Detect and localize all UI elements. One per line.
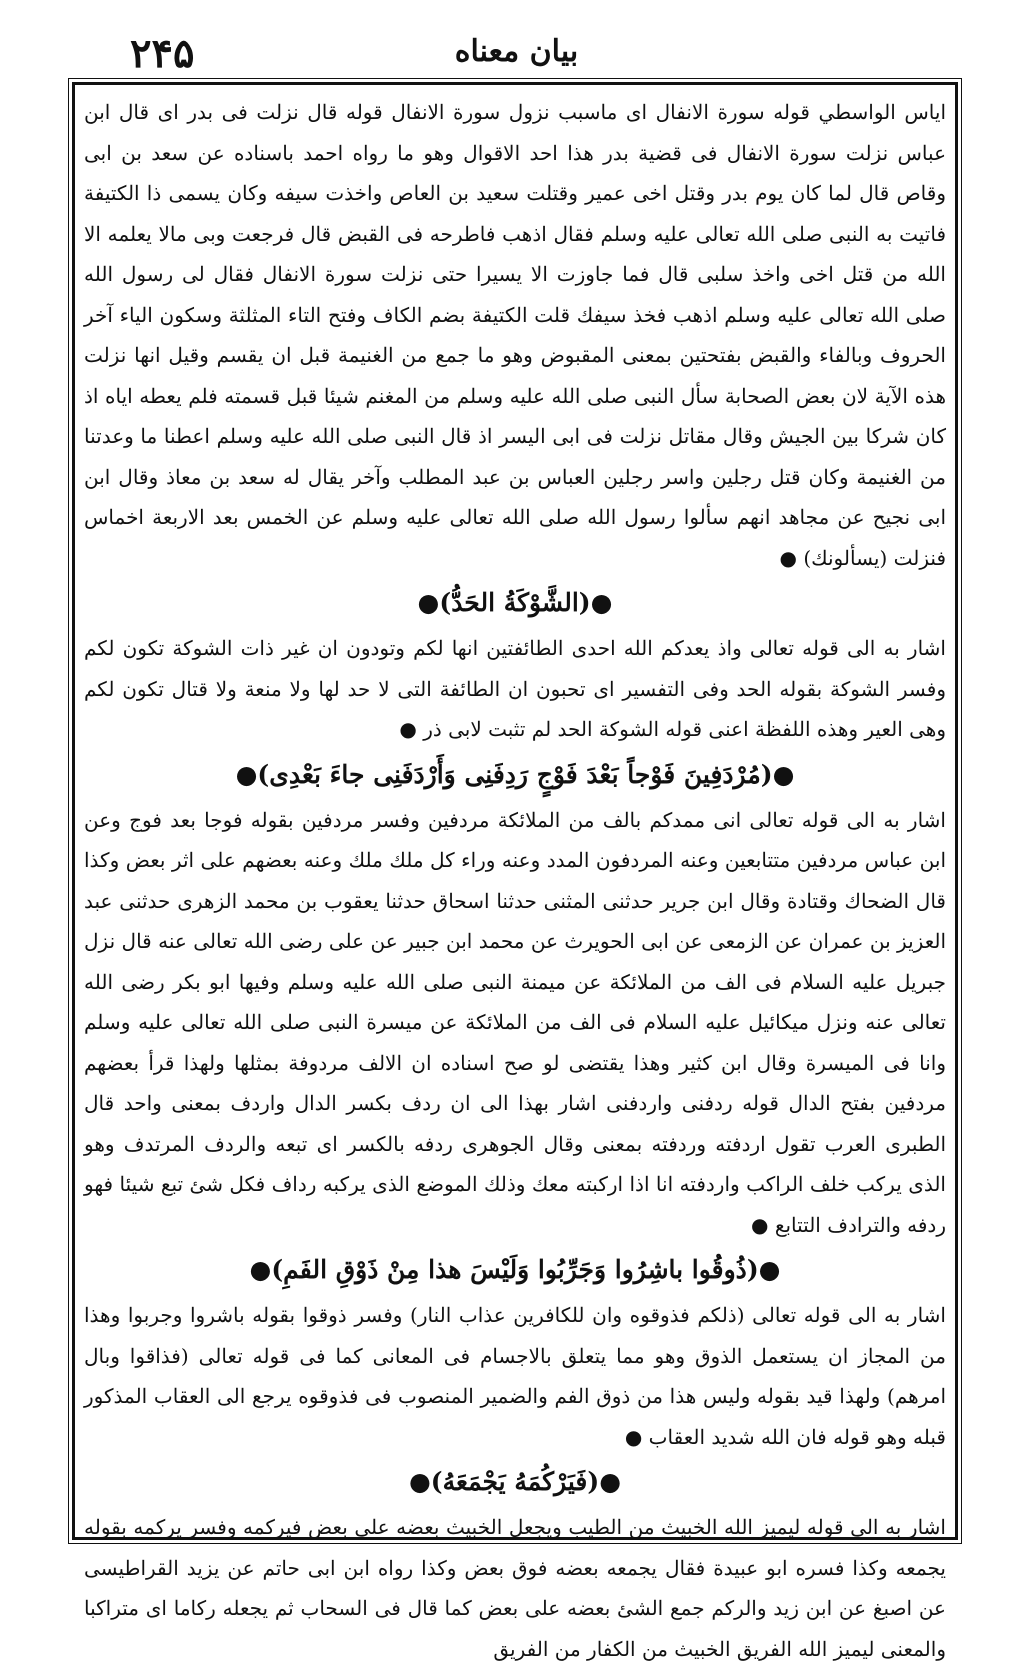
section-heading: ●(الشَّوْكَةُ الحَدُّ)● — [417, 588, 613, 617]
section-heading: ●(فَيَرْكُمَهُ يَجْمَعَهُ)● — [408, 1467, 622, 1496]
heading-text: (مُرْدَفِينَ فَوْجاً بَعْدَ فَوْجٍ رَدِفَنِى وَأَرْدَفَنِى جاءَ بَعْدِى) — [257, 759, 773, 789]
page-number: ۲۴۵ — [130, 30, 195, 77]
paragraph: اشار به الى قوله ليميز الله الخبيث من الطيب ويجعل الخبيث بعضه على بعض فيركمه وفسر يركمه بقوله يجمعه وكذا فسره ابو عبيدة فقال يجمعه بعضه فوق بعض وكذا رواه ابن ابى حاتم عن يزيد القراطيسى عن اصبغ عن ابن زيد والركم جمع الشئ بعضه على بعض كما قال فى السحاب ثم يجعله ركاما اى متراكبا والمعنى ليميز الله الفريق الخبيث من الكفار من الفريق — [84, 1515, 946, 1661]
paragraph: اشار به الى قوله تعالى واذ يعدكم الله احدى الطائفتين انها لكم وتودون ان غير ذات الشوكة تكون لكم وفسر الشوكة بقوله الحد وفى التفسير اى تحبون ان الطائفة التى لا حد لها ولا منعة ولا قتال تكون لكم وهى العير وهذه اللفظة اعنى قوله الشوكة الحد لم تثبت لابى ذر ● — [84, 636, 946, 741]
heading-text: (ذُوقُوا باشِرُوا وَجَرِّبُوا وَلَيْسَ هذا مِنْ ذَوْقِ الفَمِ) — [271, 1255, 759, 1284]
paragraph: اياس الواسطي قوله سورة الانفال اى ماسبب نزول سورة الانفال قوله قال نزلت فى بدر اى قال ابن عباس نزلت سورة الانفال فى قضية بدر هذا احد الاقوال وهو ما رواه احمد باسناده عن سعد بن ابى وقاص قال لما كان يوم بدر وقتل اخى عمير وقتلت سعيد بن العاص واخذت سيفه وكان يسمى ذا الكتيفة فاتيت به النبى صلى الله تعالى عليه وسلم فقال اذهب فاطرحه فى القبض قال فرجعت وبى مالا يعلمه الا الله من قتل اخى واخذ سلبى قال فما جاوزت الا يسيرا حتى نزلت سورة الانفال فقال لى رسول الله صلى الله تعالى عليه وسلم اذهب فخذ سيفك قلت الكتيفة بضم الكاف وفتح التاء المثلثة وسكون الياء آخر الحروف وبالفاء والقبض بفتحتين بمعنى المقبوض وهو ما جمع من الغنيمة قبل ان يقسم وقيل انها نزلت هذه الآية لان بعض الصحابة سأل النبى صلى الله عليه وسلم من المغنم شيئا قبل قسمته فلم يعطه اياه اذ كان شركا بين الجيش وقال مقاتل نزلت فى ابى اليسر اذ قال النبى صلى الله عليه وسلم اعطنا ما وعدتنا من الغنيمة وكان قتل رجلين واسر رجلين العباس بن عبد المطلب وآخر يقال له سعد بن معاذ وقال ابن ابى نجيح عن مجاهد انهم سألوا رسول الله صلى الله تعالى عليه وسلم عن الخمس بعد الاربعة اخماس فنزلت (يسألونك) ● — [84, 100, 947, 570]
section-heading: ●(ذُوقُوا باشِرُوا وَجَرِّبُوا وَلَيْسَ هذا مِنْ ذَوْقِ الفَمِ)● — [249, 1255, 781, 1284]
paragraph: اشار به الى قوله تعالى انى ممدكم بالف من الملائكة مردفين وفسر مردفين بقوله فوجا بعد فوج وعن ابن عباس مردفين متتابعين وعنه المردفون المدد وعنه وراء كل ملك ملك وعنه بعضهم على اثر بعض وكذا قال الضحاك وقتادة وقال ابن جرير حدثنى المثنى حدثنا اسحاق حدثنا يعقوب بن محمد الزهرى حدثنى عبد العزيز بن عمران عن الزمعى عن ابى الحويرث عن محمد ابن جبير عن على رضى الله تعالى عنه قال نزل جبريل عليه السلام فى الف من الملائكة عن ميمنة النبى صلى الله عليه وسلم وفيها ابو بكر رضى الله تعالى عنه ونزل ميكائيل عليه السلام فى الف من الملائكة عن ميسرة النبى صلى الله تعالى عليه وسلم وانا فى الميسرة وقال ابن كثير وهذا يقتضى لو صح اسناده ان الالف مردوفة بمثلها ولهذا قرأ بعضهم مردفين بفتح الدال قوله ردفنى واردفنى اشار بهذا الى ان ردف بكسر الدال واردف بمعنى واحد قال الطبرى العرب تقول اردفته وردفته بمعنى وقال الجوهرى ردفه بالكسر اى تبعه والردف المرتدف وهو الذى يركب خلف الراكب واردفته انا اذا اركبته معك وذلك الموضع الذى يركبه رداف فكل شئ تبع شيئا فهو ردفه والترادف التتابع ● — [84, 807, 946, 1237]
running-title: بيان معناه — [454, 34, 579, 69]
heading-text: (فَيَرْكُمَهُ يَجْمَعَهُ) — [430, 1467, 600, 1496]
page-header — [60, 22, 973, 77]
section-heading: ●(مُرْدَفِينَ فَوْجاً بَعْدَ فَوْجٍ رَدِفَنِى وَأَرْدَفَنِى جاءَ بَعْدِى)● — [235, 759, 795, 789]
paragraph: اشار به الى قوله تعالى (ذلكم فذوقوه وان للكافرين عذاب النار) وفسر ذوقوا بقوله باشروا وجربوا وهذا من المجاز ان يستعمل الذوق وهو مما يتعلق بالاجسام فى المعانى كما فى قوله تعالى (فذاقوا وبال امرهم) ولهذا قيد بقوله وليس هذا من ذوق الفم والضمير المنصوب فى فذوقوه يرجع الى العقاب المذكور قبله وهو قوله فان الله شديد العقاب ● — [84, 1303, 946, 1449]
main-text — [84, 92, 946, 1669]
heading-text: (الشَّوْكَةُ الحَدُّ) — [439, 588, 591, 617]
